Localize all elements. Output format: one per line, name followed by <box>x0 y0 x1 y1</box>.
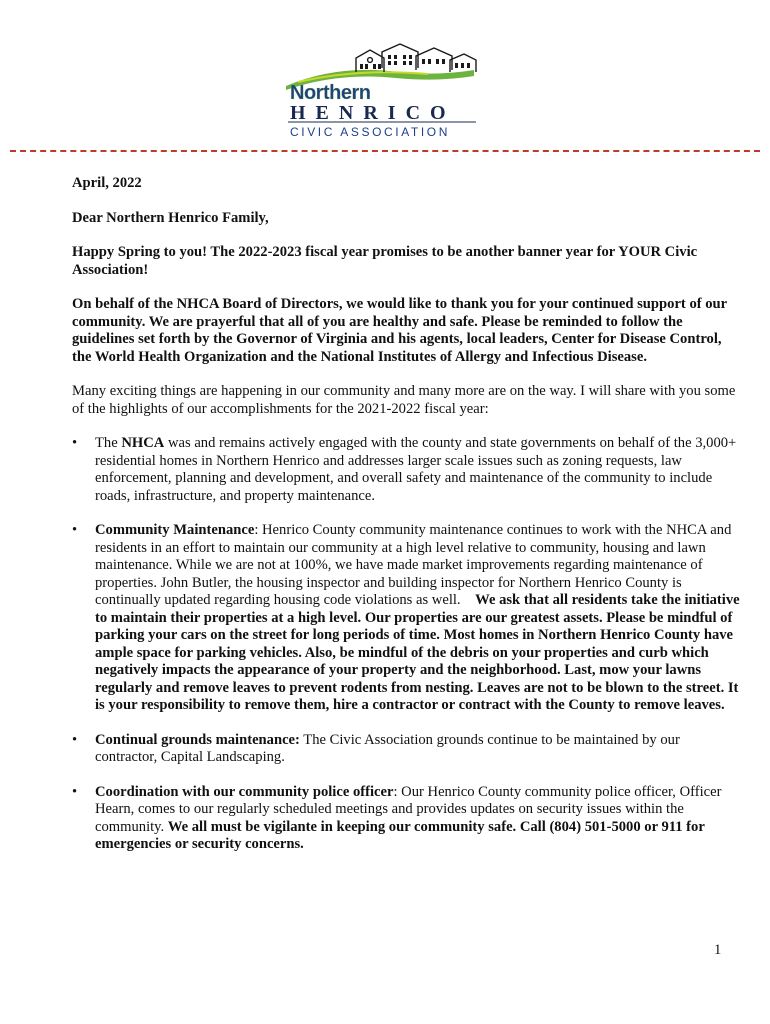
intro-paragraph: Happy Spring to you! The 2022-2023 fiscal year promises to be another banner year for YOUR Civic Association! <box>72 244 698 278</box>
item-bold-tail: We ask that all residents take the initiative to maintain their properties at a high level. Our properties are our greatest assets. Please be mindful of parking your cars on the street for long periods of time. Most homes in Northern Henrico County have ample space for parking vehicles. Also, be mindful of the debris on your properties and curb which negatively impacts the appearance of your property and the neighborhood. Last, mow your lawns regularly and remove leaves to prevent rodents from nesting. Leaves are not to be blown to the street. It is your responsibility to remove them, hire a contractor or contract with the County to remove leaves. <box>95 592 740 713</box>
logo-civic-association: CIVIC ASSOCIATION <box>290 125 450 139</box>
highlights-list <box>72 435 742 854</box>
list-item <box>72 732 742 767</box>
bullet-icon: • <box>72 783 78 800</box>
page-number: 1 <box>714 942 722 958</box>
item-bold: NHCA <box>121 435 165 451</box>
item-text: : Our Henrico County community police officer, Officer Hearn, comes to our regularly scheduled meetings and provides updates on security issues within the community. <box>95 783 722 835</box>
item-bold: Coordination with our community police officer <box>95 783 394 800</box>
item-bold-tail: We all must be vigilante in keeping our community safe. Call (804) 501-5000 or 911 for emergencies or security concerns. <box>95 818 705 852</box>
letter-body <box>72 175 742 871</box>
salutation: Dear Northern Henrico Family, <box>72 209 269 226</box>
item-text: : Henrico County community maintenance continues to work with the NHCA and residents in an effort to maintain our community at a high level relative to community, housing and lawn maintenance. While we are not at 100%, we have made market improvements regarding maintenance of properties. John Butler, the housing inspector and building inspector for Northern Henrico County is continually updated regarding housing code violations as well. <box>95 522 736 608</box>
logo-northern: Northern <box>290 82 371 104</box>
list-item <box>72 435 742 505</box>
highlights-intro: Many exciting things are happening in our community and many more are on the way. I will share with you some of the highlights of our accomplishments for the 2021-2022 fiscal year: <box>72 383 736 417</box>
item-text: was and remains actively engaged with the county and state governments on behalf of the 3,000+ residential homes in Northern Henrico and addresses larger scale issues such as zoning requests, law enforcement, planning and development, and overall safety and maintenance of the community to include roads, infrastructure, and property maintenance. <box>95 435 737 504</box>
item-text: The Civic Association grounds continue to be maintained by our contractor, Capital Landscaping. <box>95 731 680 765</box>
item-bold: Continual grounds maintenance: <box>95 731 300 748</box>
letter-date: April, 2022 <box>72 175 142 191</box>
thanks-paragraph: On behalf of the NHCA Board of Directors, we would like to thank you for your continued support of our community. We are prayerful that all of you are healthy and safe. Please be reminded to follow the guidelines set forth by the Governor of Virginia and his agents, local leaders, Center for Disease Control, the World Health Organization and the National Institutes of Allergy and Infectious Disease. <box>72 296 727 365</box>
logo-henrico: HENRICO <box>290 102 456 124</box>
list-item <box>72 784 742 854</box>
bullet-icon: • <box>72 522 78 538</box>
bullet-icon: • <box>72 435 78 451</box>
item-bold: Community Maintenance <box>95 522 255 538</box>
item-pre: The <box>95 435 122 451</box>
nhca-logo <box>278 42 478 140</box>
header-divider <box>10 150 760 152</box>
list-item <box>72 522 742 715</box>
bullet-icon: • <box>72 731 78 748</box>
